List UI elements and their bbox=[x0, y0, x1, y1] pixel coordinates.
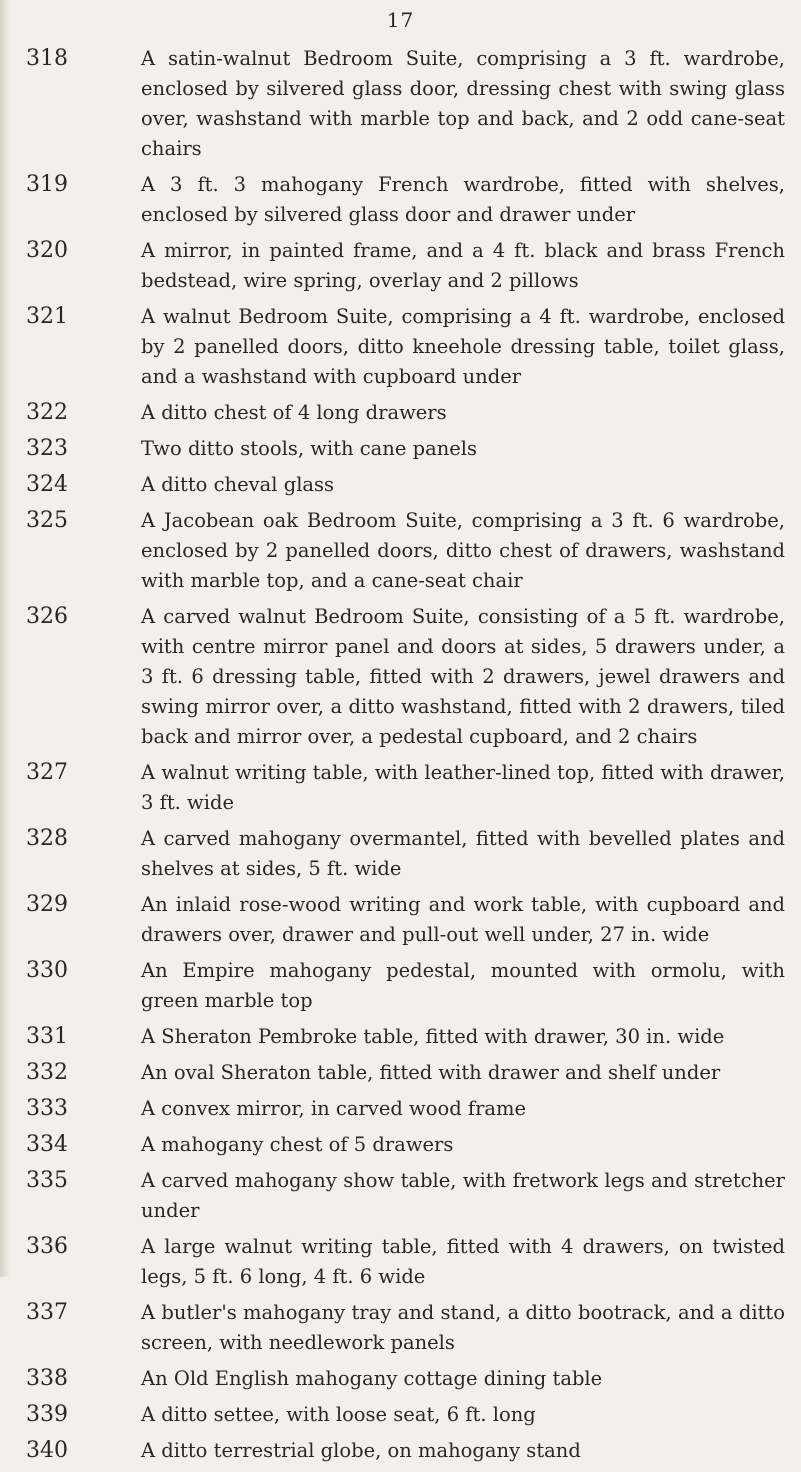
lot-description: A convex mirror, in carved wood frame bbox=[141, 1097, 527, 1120]
lot-description: An Old English mahogany cottage dining table bbox=[141, 1367, 603, 1390]
lot-description: A butler's mahogany tray and stand, a ditto bootrack, and a ditto screen, with needlework panels bbox=[141, 1301, 785, 1354]
lot-item bbox=[0, 1232, 801, 1292]
lot-number: 328 bbox=[26, 826, 68, 851]
lot-item bbox=[0, 1364, 801, 1394]
lot-item bbox=[0, 1022, 801, 1052]
lot-number: 334 bbox=[26, 1132, 68, 1157]
lot-item bbox=[0, 824, 801, 884]
lot-description: A satin-walnut Bedroom Suite, comprising a 3 ft. wardrobe, enclosed by silvered glass door, dressing chest with swing glass over, washstand with marble top and back, and 2 odd cane-seat chairs bbox=[141, 47, 785, 160]
lot-number: 336 bbox=[26, 1234, 68, 1259]
lot-description: A walnut Bedroom Suite, comprising a 4 ft. wardrobe, enclosed by 2 panelled doors, ditto kneehole dressing table, toilet glass, and a washstand with cupboard under bbox=[141, 305, 785, 388]
lot-description: A 3 ft. 3 mahogany French wardrobe, fitted with shelves, enclosed by silvered glass door and drawer under bbox=[141, 173, 785, 226]
lot-item bbox=[0, 1166, 801, 1226]
lot-number: 323 bbox=[26, 436, 68, 461]
lot-number: 338 bbox=[26, 1366, 68, 1391]
lot-number: 320 bbox=[26, 238, 68, 263]
lot-description: A ditto chest of 4 long drawers bbox=[141, 401, 447, 424]
lot-description: A Jacobean oak Bedroom Suite, comprising a 3 ft. 6 wardrobe, enclosed by 2 panelled doors, ditto chest of drawers, washstand with marble top, and a cane-seat chair bbox=[141, 509, 785, 592]
lot-description: A large walnut writing table, fitted with 4 drawers, on twisted legs, 5 ft. 6 long, 4 ft. 6 wide bbox=[141, 1235, 785, 1288]
lot-item bbox=[0, 1058, 801, 1088]
lot-item bbox=[0, 1436, 801, 1466]
lot-description: A ditto cheval glass bbox=[141, 473, 335, 496]
lot-item bbox=[0, 236, 801, 296]
lot-item bbox=[0, 44, 801, 164]
lot-item bbox=[0, 302, 801, 392]
lot-number: 331 bbox=[26, 1024, 68, 1049]
lot-item bbox=[0, 398, 801, 428]
lot-item bbox=[0, 1298, 801, 1358]
lot-item bbox=[0, 506, 801, 596]
lot-description: An Empire mahogany pedestal, mounted with ormolu, with green marble top bbox=[141, 959, 785, 1012]
lot-item bbox=[0, 1400, 801, 1430]
lot-description: A Sheraton Pembroke table, fitted with drawer, 30 in. wide bbox=[141, 1025, 725, 1048]
lot-number: 329 bbox=[26, 892, 68, 917]
lot-item bbox=[0, 170, 801, 230]
lot-number: 325 bbox=[26, 508, 68, 533]
lot-number: 322 bbox=[26, 400, 68, 425]
lot-list bbox=[0, 44, 801, 1472]
lot-number: 321 bbox=[26, 304, 68, 329]
lot-number: 324 bbox=[26, 472, 68, 497]
lot-description: A carved mahogany overmantel, fitted with bevelled plates and shelves at sides, 5 ft. wide bbox=[141, 827, 785, 880]
lot-number: 340 bbox=[26, 1438, 68, 1463]
lot-description: An inlaid rose-wood writing and work table, with cupboard and drawers over, drawer and pull-out well under, 27 in. wide bbox=[141, 893, 785, 946]
lot-number: 335 bbox=[26, 1168, 68, 1193]
lot-description: A carved walnut Bedroom Suite, consisting of a 5 ft. wardrobe, with centre mirror panel and doors at sides, 5 drawers under, a 3 ft. 6 dressing table, fitted with 2 drawers, jewel drawers and swing mirror over, a ditto washstand, fitted with 2 drawers, tiled back and mirror over, a pedestal cupboard, and 2 chairs bbox=[141, 605, 785, 748]
lot-number: 327 bbox=[26, 760, 68, 785]
lot-item bbox=[0, 602, 801, 752]
lot-item bbox=[0, 434, 801, 464]
lot-description: Two ditto stools, with cane panels bbox=[141, 437, 478, 460]
lot-description: A carved mahogany show table, with fretwork legs and stretcher under bbox=[141, 1169, 785, 1222]
lot-item bbox=[0, 470, 801, 500]
lot-number: 318 bbox=[26, 46, 68, 71]
lot-description: An oval Sheraton table, fitted with drawer and shelf under bbox=[141, 1061, 721, 1084]
lot-number: 333 bbox=[26, 1096, 68, 1121]
lot-description: A ditto settee, with loose seat, 6 ft. long bbox=[141, 1403, 536, 1426]
lot-description: A ditto terrestrial globe, on mahogany stand bbox=[141, 1439, 581, 1462]
page-number: 17 bbox=[386, 8, 415, 32]
lot-number: 332 bbox=[26, 1060, 68, 1085]
lot-description: A walnut writing table, with leather-lined top, fitted with drawer, 3 ft. wide bbox=[141, 761, 785, 814]
lot-number: 339 bbox=[26, 1402, 68, 1427]
lot-number: 326 bbox=[26, 604, 68, 629]
lot-description: A mahogany chest of 5 drawers bbox=[141, 1133, 454, 1156]
lot-description: A mirror, in painted frame, and a 4 ft. black and brass French bedstead, wire spring, overlay and 2 pillows bbox=[141, 239, 785, 292]
lot-item bbox=[0, 1094, 801, 1124]
lot-item bbox=[0, 890, 801, 950]
lot-item bbox=[0, 1130, 801, 1160]
lot-item bbox=[0, 956, 801, 1016]
lot-number: 337 bbox=[26, 1300, 68, 1325]
lot-item bbox=[0, 758, 801, 818]
lot-number: 319 bbox=[26, 172, 68, 197]
lot-number: 330 bbox=[26, 958, 68, 983]
